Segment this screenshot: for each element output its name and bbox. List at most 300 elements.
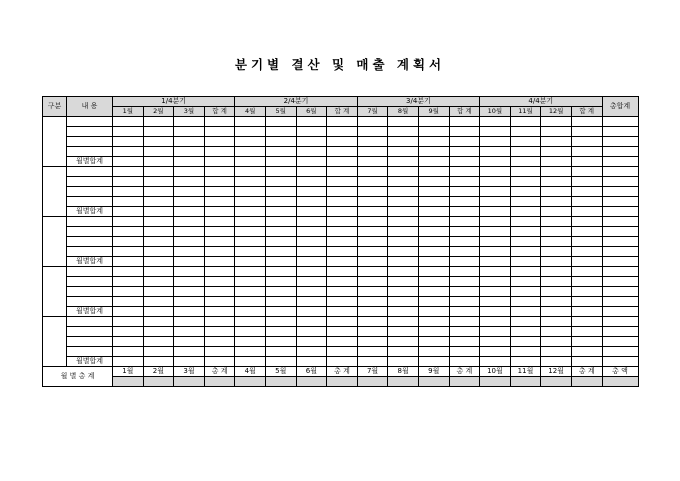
value-cell[interactable] bbox=[541, 167, 572, 177]
value-cell[interactable] bbox=[480, 247, 511, 257]
value-cell[interactable] bbox=[143, 287, 174, 297]
value-cell[interactable] bbox=[418, 187, 449, 197]
value-cell[interactable] bbox=[357, 197, 388, 207]
value-cell[interactable] bbox=[327, 287, 358, 297]
value-cell[interactable] bbox=[541, 177, 572, 187]
value-cell[interactable] bbox=[204, 297, 235, 307]
value-cell[interactable] bbox=[449, 177, 480, 187]
value-cell[interactable] bbox=[143, 207, 174, 217]
value-cell[interactable] bbox=[602, 237, 638, 247]
value-cell[interactable] bbox=[388, 187, 419, 197]
value-cell[interactable] bbox=[571, 157, 602, 167]
footer-value-cell[interactable] bbox=[174, 377, 205, 387]
value-cell[interactable] bbox=[418, 167, 449, 177]
value-cell[interactable] bbox=[327, 267, 358, 277]
value-cell[interactable] bbox=[204, 287, 235, 297]
value-cell[interactable] bbox=[204, 327, 235, 337]
value-cell[interactable] bbox=[235, 247, 266, 257]
value-cell[interactable] bbox=[235, 137, 266, 147]
value-cell[interactable] bbox=[113, 327, 144, 337]
value-cell[interactable] bbox=[480, 167, 511, 177]
value-cell[interactable] bbox=[296, 297, 327, 307]
value-cell[interactable] bbox=[265, 117, 296, 127]
value-cell[interactable] bbox=[602, 177, 638, 187]
value-cell[interactable] bbox=[357, 357, 388, 367]
value-cell[interactable] bbox=[388, 197, 419, 207]
value-cell[interactable] bbox=[143, 137, 174, 147]
value-cell[interactable] bbox=[174, 277, 205, 287]
value-cell[interactable] bbox=[174, 217, 205, 227]
value-cell[interactable] bbox=[480, 267, 511, 277]
value-cell[interactable] bbox=[571, 127, 602, 137]
value-cell[interactable] bbox=[510, 237, 541, 247]
value-cell[interactable] bbox=[388, 217, 419, 227]
value-cell[interactable] bbox=[388, 117, 419, 127]
content-cell[interactable] bbox=[67, 297, 113, 307]
value-cell[interactable] bbox=[510, 147, 541, 157]
value-cell[interactable] bbox=[510, 117, 541, 127]
value-cell[interactable] bbox=[143, 277, 174, 287]
value-cell[interactable] bbox=[265, 137, 296, 147]
value-cell[interactable] bbox=[480, 217, 511, 227]
value-cell[interactable] bbox=[174, 167, 205, 177]
value-cell[interactable] bbox=[388, 247, 419, 257]
value-cell[interactable] bbox=[357, 237, 388, 247]
value-cell[interactable] bbox=[143, 157, 174, 167]
value-cell[interactable] bbox=[571, 297, 602, 307]
value-cell[interactable] bbox=[265, 227, 296, 237]
value-cell[interactable] bbox=[143, 147, 174, 157]
value-cell[interactable] bbox=[449, 257, 480, 267]
value-cell[interactable] bbox=[510, 287, 541, 297]
category-cell[interactable] bbox=[43, 317, 67, 367]
value-cell[interactable] bbox=[510, 227, 541, 237]
value-cell[interactable] bbox=[541, 187, 572, 197]
value-cell[interactable] bbox=[357, 187, 388, 197]
value-cell[interactable] bbox=[541, 277, 572, 287]
value-cell[interactable] bbox=[602, 347, 638, 357]
value-cell[interactable] bbox=[541, 207, 572, 217]
value-cell[interactable] bbox=[418, 147, 449, 157]
value-cell[interactable] bbox=[541, 217, 572, 227]
value-cell[interactable] bbox=[480, 117, 511, 127]
value-cell[interactable] bbox=[327, 157, 358, 167]
value-cell[interactable] bbox=[480, 147, 511, 157]
value-cell[interactable] bbox=[571, 217, 602, 227]
value-cell[interactable] bbox=[174, 207, 205, 217]
value-cell[interactable] bbox=[296, 127, 327, 137]
value-cell[interactable] bbox=[296, 217, 327, 227]
value-cell[interactable] bbox=[449, 167, 480, 177]
content-cell[interactable] bbox=[67, 287, 113, 297]
value-cell[interactable] bbox=[418, 207, 449, 217]
value-cell[interactable] bbox=[174, 327, 205, 337]
value-cell[interactable] bbox=[388, 287, 419, 297]
value-cell[interactable] bbox=[449, 307, 480, 317]
value-cell[interactable] bbox=[388, 237, 419, 247]
value-cell[interactable] bbox=[235, 157, 266, 167]
value-cell[interactable] bbox=[235, 297, 266, 307]
value-cell[interactable] bbox=[571, 167, 602, 177]
value-cell[interactable] bbox=[418, 127, 449, 137]
value-cell[interactable] bbox=[174, 157, 205, 167]
value-cell[interactable] bbox=[602, 357, 638, 367]
value-cell[interactable] bbox=[571, 207, 602, 217]
value-cell[interactable] bbox=[143, 117, 174, 127]
value-cell[interactable] bbox=[296, 347, 327, 357]
value-cell[interactable] bbox=[388, 137, 419, 147]
value-cell[interactable] bbox=[571, 247, 602, 257]
value-cell[interactable] bbox=[235, 337, 266, 347]
value-cell[interactable] bbox=[541, 347, 572, 357]
value-cell[interactable] bbox=[113, 167, 144, 177]
value-cell[interactable] bbox=[541, 127, 572, 137]
value-cell[interactable] bbox=[541, 237, 572, 247]
value-cell[interactable] bbox=[388, 127, 419, 137]
value-cell[interactable] bbox=[571, 347, 602, 357]
value-cell[interactable] bbox=[449, 297, 480, 307]
value-cell[interactable] bbox=[541, 227, 572, 237]
value-cell[interactable] bbox=[235, 217, 266, 227]
value-cell[interactable] bbox=[327, 357, 358, 367]
value-cell[interactable] bbox=[327, 237, 358, 247]
value-cell[interactable] bbox=[235, 287, 266, 297]
value-cell[interactable] bbox=[541, 247, 572, 257]
value-cell[interactable] bbox=[113, 287, 144, 297]
value-cell[interactable] bbox=[510, 357, 541, 367]
value-cell[interactable] bbox=[113, 187, 144, 197]
value-cell[interactable] bbox=[449, 247, 480, 257]
value-cell[interactable] bbox=[418, 337, 449, 347]
value-cell[interactable] bbox=[296, 327, 327, 337]
value-cell[interactable] bbox=[510, 247, 541, 257]
value-cell[interactable] bbox=[357, 257, 388, 267]
value-cell[interactable] bbox=[388, 337, 419, 347]
value-cell[interactable] bbox=[418, 227, 449, 237]
value-cell[interactable] bbox=[174, 347, 205, 357]
value-cell[interactable] bbox=[571, 267, 602, 277]
value-cell[interactable] bbox=[541, 337, 572, 347]
value-cell[interactable] bbox=[143, 197, 174, 207]
value-cell[interactable] bbox=[143, 167, 174, 177]
value-cell[interactable] bbox=[204, 307, 235, 317]
value-cell[interactable] bbox=[388, 207, 419, 217]
value-cell[interactable] bbox=[357, 127, 388, 137]
category-cell[interactable] bbox=[43, 167, 67, 217]
value-cell[interactable] bbox=[480, 337, 511, 347]
footer-value-cell[interactable] bbox=[571, 377, 602, 387]
value-cell[interactable] bbox=[174, 247, 205, 257]
value-cell[interactable] bbox=[357, 267, 388, 277]
value-cell[interactable] bbox=[388, 177, 419, 187]
value-cell[interactable] bbox=[571, 137, 602, 147]
value-cell[interactable] bbox=[327, 117, 358, 127]
value-cell[interactable] bbox=[418, 237, 449, 247]
value-cell[interactable] bbox=[265, 307, 296, 317]
value-cell[interactable] bbox=[541, 147, 572, 157]
value-cell[interactable] bbox=[265, 357, 296, 367]
value-cell[interactable] bbox=[113, 147, 144, 157]
value-cell[interactable] bbox=[327, 177, 358, 187]
content-cell[interactable] bbox=[67, 147, 113, 157]
value-cell[interactable] bbox=[327, 307, 358, 317]
value-cell[interactable] bbox=[235, 147, 266, 157]
value-cell[interactable] bbox=[602, 197, 638, 207]
value-cell[interactable] bbox=[510, 337, 541, 347]
content-cell[interactable] bbox=[67, 127, 113, 137]
value-cell[interactable] bbox=[510, 207, 541, 217]
value-cell[interactable] bbox=[571, 197, 602, 207]
value-cell[interactable] bbox=[480, 207, 511, 217]
value-cell[interactable] bbox=[327, 277, 358, 287]
value-cell[interactable] bbox=[388, 267, 419, 277]
value-cell[interactable] bbox=[480, 287, 511, 297]
value-cell[interactable] bbox=[204, 177, 235, 187]
value-cell[interactable] bbox=[449, 267, 480, 277]
value-cell[interactable] bbox=[480, 277, 511, 287]
value-cell[interactable] bbox=[327, 337, 358, 347]
value-cell[interactable] bbox=[541, 267, 572, 277]
value-cell[interactable] bbox=[418, 317, 449, 327]
content-cell[interactable] bbox=[67, 237, 113, 247]
value-cell[interactable] bbox=[296, 357, 327, 367]
value-cell[interactable] bbox=[296, 137, 327, 147]
value-cell[interactable] bbox=[265, 197, 296, 207]
value-cell[interactable] bbox=[327, 227, 358, 237]
value-cell[interactable] bbox=[296, 237, 327, 247]
value-cell[interactable] bbox=[204, 167, 235, 177]
value-cell[interactable] bbox=[265, 267, 296, 277]
value-cell[interactable] bbox=[113, 267, 144, 277]
value-cell[interactable] bbox=[143, 327, 174, 337]
value-cell[interactable] bbox=[113, 177, 144, 187]
value-cell[interactable] bbox=[204, 337, 235, 347]
value-cell[interactable] bbox=[571, 307, 602, 317]
value-cell[interactable] bbox=[327, 137, 358, 147]
value-cell[interactable] bbox=[541, 317, 572, 327]
value-cell[interactable] bbox=[174, 227, 205, 237]
value-cell[interactable] bbox=[480, 137, 511, 147]
value-cell[interactable] bbox=[265, 187, 296, 197]
value-cell[interactable] bbox=[113, 357, 144, 367]
value-cell[interactable] bbox=[510, 277, 541, 287]
value-cell[interactable] bbox=[235, 327, 266, 337]
value-cell[interactable] bbox=[510, 137, 541, 147]
value-cell[interactable] bbox=[357, 117, 388, 127]
value-cell[interactable] bbox=[388, 307, 419, 317]
value-cell[interactable] bbox=[204, 357, 235, 367]
footer-value-cell[interactable] bbox=[143, 377, 174, 387]
footer-value-cell[interactable] bbox=[418, 377, 449, 387]
value-cell[interactable] bbox=[235, 237, 266, 247]
value-cell[interactable] bbox=[480, 227, 511, 237]
value-cell[interactable] bbox=[204, 267, 235, 277]
content-cell[interactable] bbox=[67, 197, 113, 207]
value-cell[interactable] bbox=[235, 177, 266, 187]
value-cell[interactable] bbox=[143, 357, 174, 367]
value-cell[interactable] bbox=[449, 157, 480, 167]
value-cell[interactable] bbox=[113, 197, 144, 207]
value-cell[interactable] bbox=[327, 297, 358, 307]
value-cell[interactable] bbox=[204, 217, 235, 227]
value-cell[interactable] bbox=[449, 147, 480, 157]
value-cell[interactable] bbox=[571, 337, 602, 347]
value-cell[interactable] bbox=[143, 227, 174, 237]
content-cell[interactable] bbox=[67, 177, 113, 187]
value-cell[interactable] bbox=[327, 197, 358, 207]
value-cell[interactable] bbox=[174, 177, 205, 187]
value-cell[interactable] bbox=[602, 287, 638, 297]
value-cell[interactable] bbox=[327, 127, 358, 137]
value-cell[interactable] bbox=[113, 347, 144, 357]
value-cell[interactable] bbox=[143, 317, 174, 327]
value-cell[interactable] bbox=[602, 327, 638, 337]
content-cell[interactable] bbox=[67, 317, 113, 327]
value-cell[interactable] bbox=[357, 277, 388, 287]
value-cell[interactable] bbox=[296, 207, 327, 217]
value-cell[interactable] bbox=[510, 217, 541, 227]
value-cell[interactable] bbox=[449, 357, 480, 367]
value-cell[interactable] bbox=[602, 157, 638, 167]
value-cell[interactable] bbox=[357, 137, 388, 147]
value-cell[interactable] bbox=[113, 207, 144, 217]
content-cell[interactable] bbox=[67, 337, 113, 347]
value-cell[interactable] bbox=[143, 297, 174, 307]
value-cell[interactable] bbox=[357, 297, 388, 307]
value-cell[interactable] bbox=[357, 337, 388, 347]
value-cell[interactable] bbox=[449, 347, 480, 357]
value-cell[interactable] bbox=[113, 257, 144, 267]
footer-value-cell[interactable] bbox=[113, 377, 144, 387]
content-cell[interactable] bbox=[67, 217, 113, 227]
value-cell[interactable] bbox=[449, 337, 480, 347]
value-cell[interactable] bbox=[388, 347, 419, 357]
value-cell[interactable] bbox=[265, 157, 296, 167]
value-cell[interactable] bbox=[296, 187, 327, 197]
value-cell[interactable] bbox=[174, 137, 205, 147]
value-cell[interactable] bbox=[480, 347, 511, 357]
content-cell[interactable] bbox=[67, 327, 113, 337]
value-cell[interactable] bbox=[388, 257, 419, 267]
value-cell[interactable] bbox=[418, 157, 449, 167]
value-cell[interactable] bbox=[388, 227, 419, 237]
value-cell[interactable] bbox=[510, 177, 541, 187]
value-cell[interactable] bbox=[113, 307, 144, 317]
value-cell[interactable] bbox=[418, 257, 449, 267]
value-cell[interactable] bbox=[571, 357, 602, 367]
value-cell[interactable] bbox=[449, 287, 480, 297]
value-cell[interactable] bbox=[418, 247, 449, 257]
footer-value-cell[interactable] bbox=[510, 377, 541, 387]
value-cell[interactable] bbox=[204, 257, 235, 267]
value-cell[interactable] bbox=[327, 317, 358, 327]
value-cell[interactable] bbox=[296, 287, 327, 297]
footer-value-cell[interactable] bbox=[235, 377, 266, 387]
content-cell[interactable] bbox=[67, 247, 113, 257]
value-cell[interactable] bbox=[449, 227, 480, 237]
value-cell[interactable] bbox=[113, 297, 144, 307]
value-cell[interactable] bbox=[480, 297, 511, 307]
value-cell[interactable] bbox=[388, 327, 419, 337]
content-cell[interactable] bbox=[67, 267, 113, 277]
value-cell[interactable] bbox=[235, 347, 266, 357]
value-cell[interactable] bbox=[357, 227, 388, 237]
value-cell[interactable] bbox=[265, 327, 296, 337]
value-cell[interactable] bbox=[113, 137, 144, 147]
value-cell[interactable] bbox=[265, 257, 296, 267]
footer-value-cell[interactable] bbox=[327, 377, 358, 387]
value-cell[interactable] bbox=[296, 267, 327, 277]
value-cell[interactable] bbox=[388, 277, 419, 287]
value-cell[interactable] bbox=[265, 147, 296, 157]
value-cell[interactable] bbox=[541, 197, 572, 207]
value-cell[interactable] bbox=[235, 127, 266, 137]
value-cell[interactable] bbox=[204, 247, 235, 257]
value-cell[interactable] bbox=[418, 287, 449, 297]
value-cell[interactable] bbox=[174, 267, 205, 277]
value-cell[interactable] bbox=[327, 217, 358, 227]
value-cell[interactable] bbox=[327, 207, 358, 217]
value-cell[interactable] bbox=[571, 227, 602, 237]
category-cell[interactable] bbox=[43, 217, 67, 267]
value-cell[interactable] bbox=[327, 187, 358, 197]
value-cell[interactable] bbox=[388, 167, 419, 177]
value-cell[interactable] bbox=[571, 317, 602, 327]
value-cell[interactable] bbox=[602, 277, 638, 287]
value-cell[interactable] bbox=[510, 167, 541, 177]
value-cell[interactable] bbox=[357, 157, 388, 167]
value-cell[interactable] bbox=[602, 257, 638, 267]
value-cell[interactable] bbox=[235, 257, 266, 267]
value-cell[interactable] bbox=[571, 237, 602, 247]
value-cell[interactable] bbox=[113, 157, 144, 167]
footer-value-cell[interactable] bbox=[449, 377, 480, 387]
value-cell[interactable] bbox=[418, 307, 449, 317]
value-cell[interactable] bbox=[204, 157, 235, 167]
value-cell[interactable] bbox=[510, 317, 541, 327]
value-cell[interactable] bbox=[571, 327, 602, 337]
value-cell[interactable] bbox=[296, 247, 327, 257]
value-cell[interactable] bbox=[174, 357, 205, 367]
value-cell[interactable] bbox=[418, 197, 449, 207]
value-cell[interactable] bbox=[235, 267, 266, 277]
value-cell[interactable] bbox=[571, 177, 602, 187]
value-cell[interactable] bbox=[296, 307, 327, 317]
value-cell[interactable] bbox=[480, 197, 511, 207]
value-cell[interactable] bbox=[480, 237, 511, 247]
value-cell[interactable] bbox=[113, 237, 144, 247]
value-cell[interactable] bbox=[418, 357, 449, 367]
value-cell[interactable] bbox=[143, 177, 174, 187]
value-cell[interactable] bbox=[602, 297, 638, 307]
value-cell[interactable] bbox=[204, 197, 235, 207]
value-cell[interactable] bbox=[204, 227, 235, 237]
footer-value-cell[interactable] bbox=[357, 377, 388, 387]
content-cell[interactable] bbox=[67, 187, 113, 197]
value-cell[interactable] bbox=[602, 207, 638, 217]
value-cell[interactable] bbox=[204, 347, 235, 357]
value-cell[interactable] bbox=[541, 137, 572, 147]
value-cell[interactable] bbox=[357, 177, 388, 187]
value-cell[interactable] bbox=[357, 217, 388, 227]
value-cell[interactable] bbox=[571, 287, 602, 297]
value-cell[interactable] bbox=[449, 137, 480, 147]
value-cell[interactable] bbox=[265, 237, 296, 247]
value-cell[interactable] bbox=[296, 167, 327, 177]
value-cell[interactable] bbox=[357, 307, 388, 317]
value-cell[interactable] bbox=[113, 337, 144, 347]
value-cell[interactable] bbox=[480, 327, 511, 337]
